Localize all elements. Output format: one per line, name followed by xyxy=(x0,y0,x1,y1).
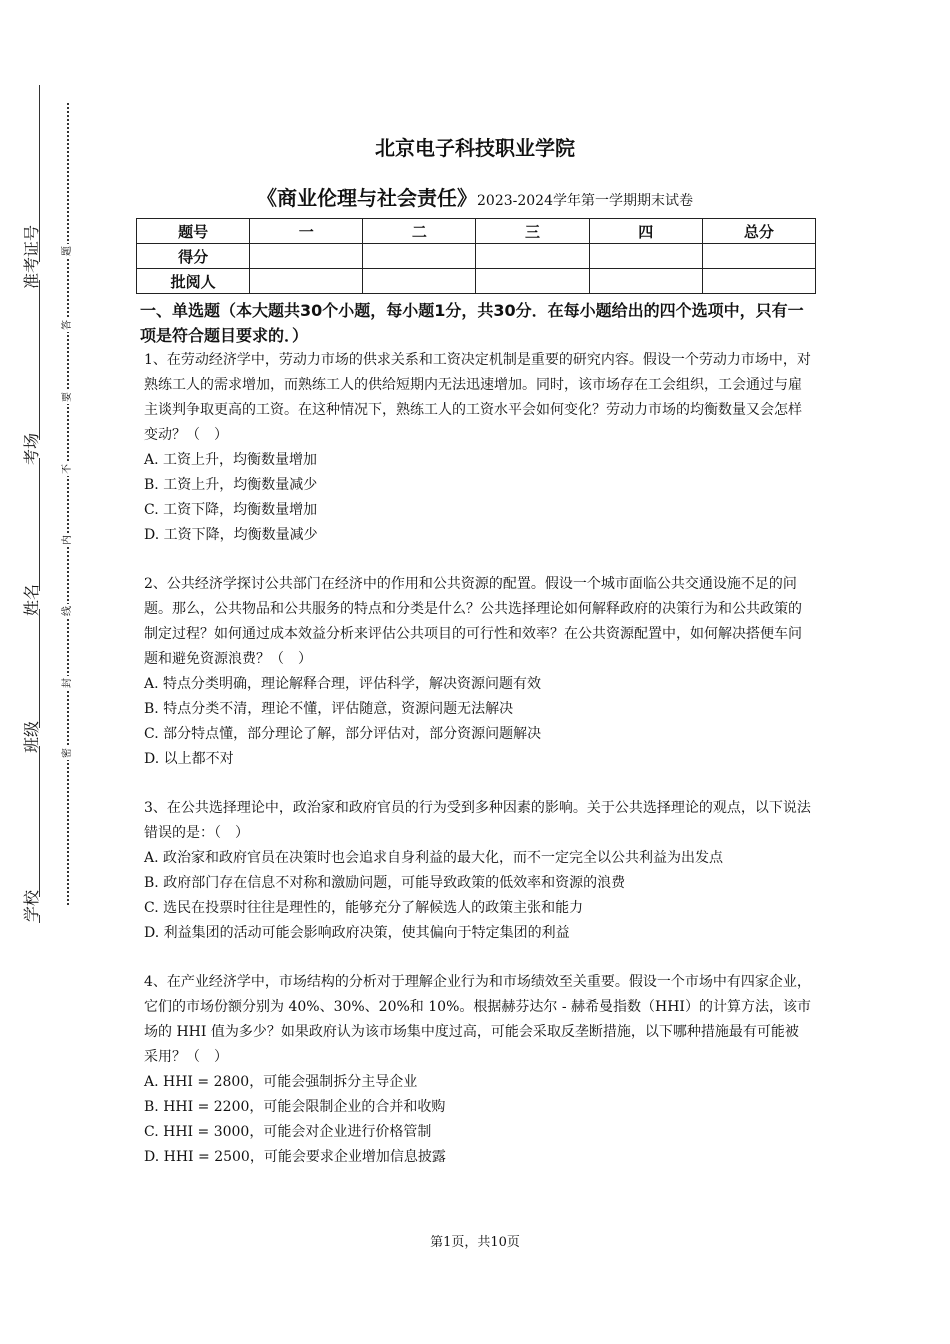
section-heading: 一、单选题（本大题共30个小题，每小题1分，共30分．在每小题给出的四个选项中，只有一项是符合题目要求的．） xyxy=(140,301,804,345)
seal-char: 不 xyxy=(60,462,76,476)
score-table-header-row xyxy=(137,219,816,244)
field-school-label: 学校 xyxy=(14,897,50,915)
seal-char: 要 xyxy=(60,390,76,404)
grader-cell xyxy=(250,269,363,294)
question-1 xyxy=(144,348,812,548)
option-b: B. HHI = 2200，可能会限制企业的合并和收购 xyxy=(144,1099,446,1115)
seal-char: 题 xyxy=(60,244,76,258)
score-table-header: 四 xyxy=(589,219,702,244)
school-title: 北京电子科技职业学院 xyxy=(375,136,575,160)
question-stem: 2、公共经济学探讨公共部门在经济中的作用和公共资源的配置。假设一个城市面临公共交通设施不足的问题。那么，公共物品和公共服务的特点和分类是什么？公共选择理论如何解释政府的决策行为和公共政策的制定过程？如何通过成本效益分析来评估公共项目的可行性和效率？在公共资源配置中，如何解决搭便车问题和避免资源浪费？（ ） xyxy=(144,576,802,667)
page-number: 第1页，共10页 xyxy=(430,1235,520,1250)
option-d: D. 工资下降，均衡数量减少 xyxy=(144,527,318,543)
grader-cell xyxy=(476,269,589,294)
seal-char: 内 xyxy=(60,533,76,547)
seal-char: 线 xyxy=(60,604,76,618)
exam-title xyxy=(0,182,950,211)
exam-content xyxy=(140,298,812,1170)
field-class-label: 班级 xyxy=(14,728,50,746)
grader-cell xyxy=(363,269,476,294)
score-table-header: 二 xyxy=(363,219,476,244)
option-c: C. 选民在投票时往往是理性的，能够充分了解候选人的政策主张和能力 xyxy=(144,900,584,916)
score-table-header: 三 xyxy=(476,219,589,244)
question-stem: 3、在公共选择理论中，政治家和政府官员的行为受到多种因素的影响。关于公共选择理论的观点，以下说法错误的是：（ ） xyxy=(144,800,811,841)
score-cell xyxy=(363,244,476,269)
question-2 xyxy=(144,572,812,772)
seal-char: 密 xyxy=(60,746,76,760)
seal-char: 封 xyxy=(60,676,76,690)
grader-cell xyxy=(589,269,702,294)
option-a: A. 工资上升，均衡数量增加 xyxy=(144,452,318,468)
score-row-label: 得分 xyxy=(137,244,250,269)
score-cell xyxy=(702,244,815,269)
question-4 xyxy=(144,970,812,1170)
option-c: C. 部分特点懂，部分理论了解，部分评估对，部分资源问题解决 xyxy=(144,726,542,742)
term-title: 2023-2024学年第一学期期末试卷 xyxy=(477,193,693,209)
grader-row xyxy=(137,269,816,294)
seal-char: 答 xyxy=(60,318,76,332)
option-a: A. 政治家和政府官员在决策时也会追求自身利益的最大化，而不一定完全以公共利益为出发点 xyxy=(144,850,724,866)
option-a: A. HHI = 2800，可能会强制拆分主导企业 xyxy=(144,1074,418,1090)
option-b: B. 政府部门存在信息不对称和激励问题，可能导致政策的低效率和资源的浪费 xyxy=(144,875,626,891)
field-name-label: 姓名 xyxy=(14,591,50,609)
question-stem: 1、在劳动经济学中，劳动力市场的供求关系和工资决定机制是重要的研究内容。假设一个劳动力市场中，对熟练工人的需求增加，而熟练工人的供给短期内无法迅速增加。同时，该市场存在工会组织，工会通过与雇主谈判争取更高的工资。在这种情况下，熟练工人的工资水平会如何变化？劳动力市场的均衡数量又会怎样变动？（ ） xyxy=(144,352,811,443)
option-c: C. 工资下降，均衡数量增加 xyxy=(144,502,318,518)
score-cell xyxy=(250,244,363,269)
grader-cell xyxy=(702,269,815,294)
course-title: 《商业伦理与社会责任》 xyxy=(257,186,477,210)
option-a: A. 特点分类明确，理论解释合理，评估科学，解决资源问题有效 xyxy=(144,676,542,692)
option-d: D. HHI = 2500，可能会要求企业增加信息披露 xyxy=(144,1149,446,1165)
option-d: D. 利益集团的活动可能会影响政府决策，使其偏向于特定集团的利益 xyxy=(144,925,570,941)
question-stem: 4、在产业经济学中，市场结构的分析对于理解企业行为和市场绩效至关重要。假设一个市场中有四家企业，它们的市场份额分别为 40%、30%、20%和 10%。根据赫芬达尔 - 赫希曼指数（HHI）的计算方法，该市场的 HHI 值为多少？如果政府认为该市场集中度过高，可能会采取反垄断措施，以下哪种措施最有可能被采用？（ ） xyxy=(144,974,811,1065)
option-c: C. HHI = 3000，可能会对企业进行价格管制 xyxy=(144,1124,432,1140)
score-table xyxy=(136,218,816,294)
score-cell xyxy=(476,244,589,269)
score-row xyxy=(137,244,816,269)
question-3 xyxy=(144,796,812,946)
field-exam-room-label: 考场 xyxy=(14,440,50,458)
score-table-header: 总分 xyxy=(702,219,815,244)
binding-dotted-line xyxy=(67,103,69,905)
score-table-header: 一 xyxy=(250,219,363,244)
option-d: D. 以上都不对 xyxy=(144,751,234,767)
option-b: B. 特点分类不清，理论不懂，评估随意，资源问题无法解决 xyxy=(144,701,514,717)
option-b: B. 工资上升，均衡数量减少 xyxy=(144,477,318,493)
score-cell xyxy=(589,244,702,269)
field-exam-number-label: 准考证号 xyxy=(14,262,50,280)
grader-row-label: 批阅人 xyxy=(137,269,250,294)
score-table-header: 题号 xyxy=(137,219,250,244)
